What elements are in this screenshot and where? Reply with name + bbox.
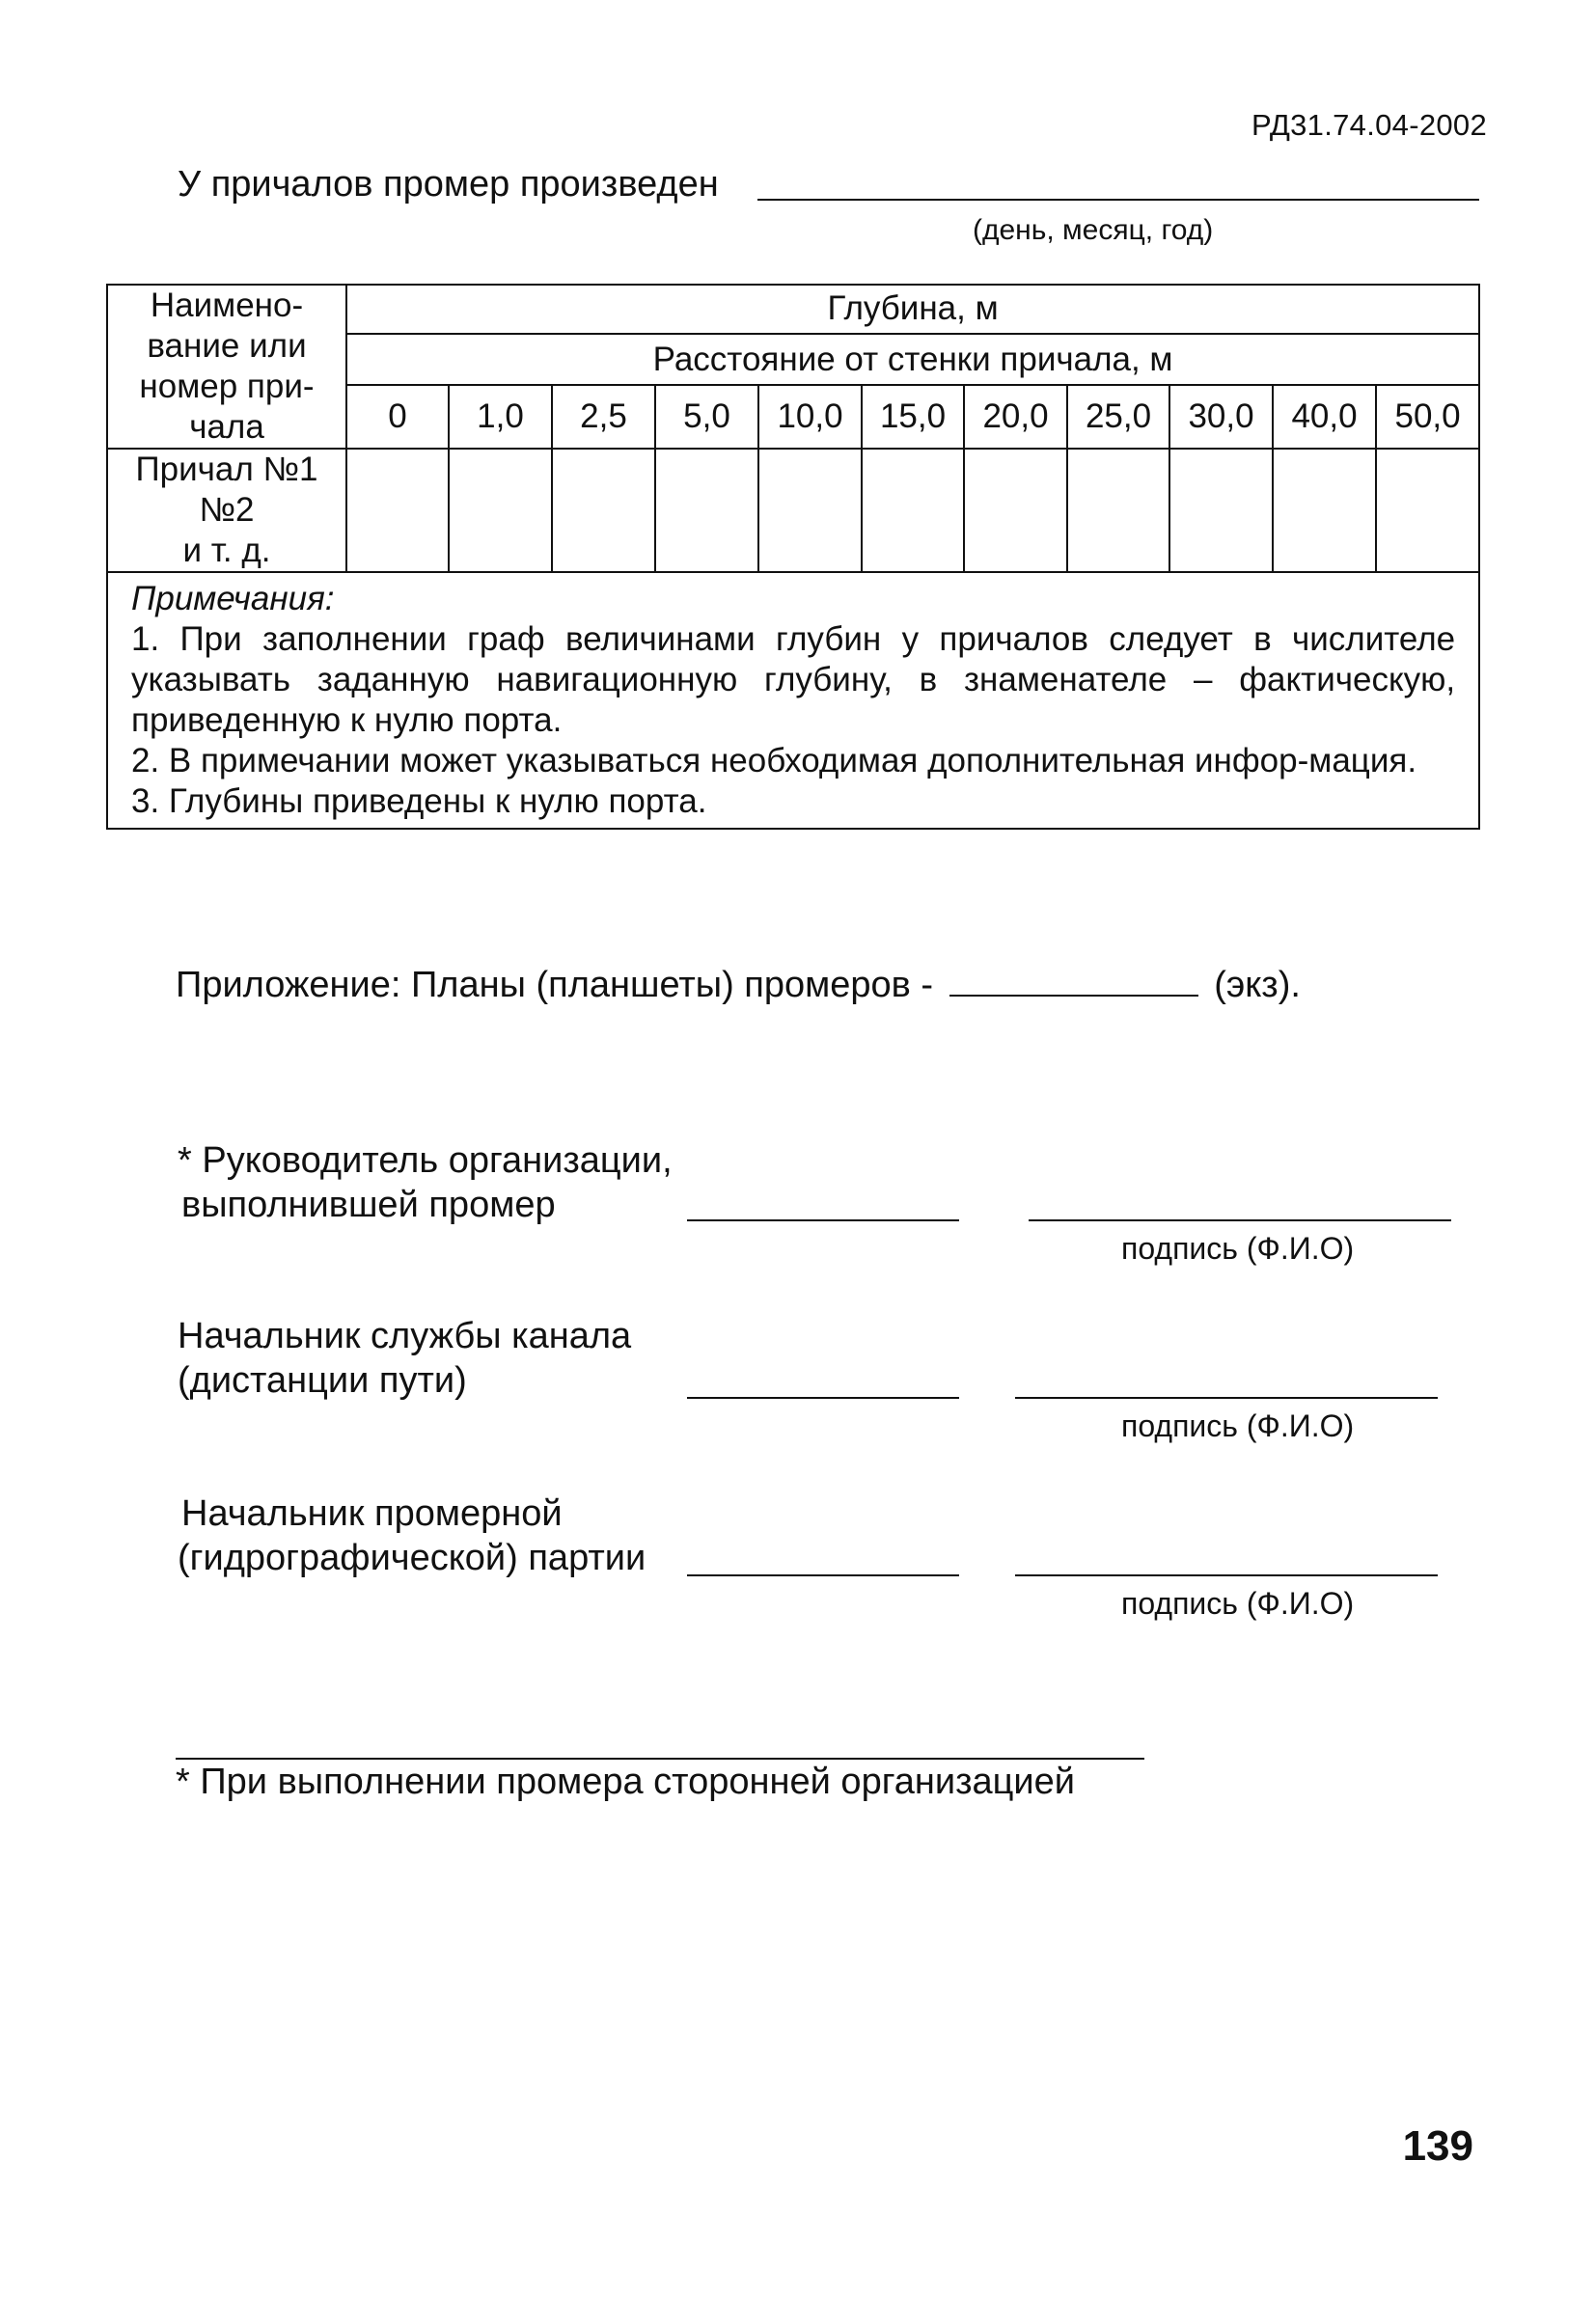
appendix-copies-blank: [949, 966, 1198, 997]
distance-col-header: 30,0: [1169, 385, 1273, 449]
depth-cell: [964, 449, 1067, 572]
signature-label-line: выполнившей промер: [181, 1185, 556, 1225]
notes-cell: [107, 572, 1479, 829]
depth-cell: [655, 449, 758, 572]
distance-col-header: 1,0: [449, 385, 552, 449]
appendix-line: [176, 965, 1301, 1006]
depth-cell: [552, 449, 655, 572]
distance-col-header: 2,5: [552, 385, 655, 449]
name-column-header: [107, 285, 346, 449]
depth-table: [106, 284, 1480, 830]
depth-cell: [1067, 449, 1169, 572]
depth-cell: [346, 449, 449, 572]
survey-date-label: У причалов промер произведен: [178, 164, 719, 205]
signature-label: [178, 1491, 646, 1580]
distance-col-header: 20,0: [964, 385, 1067, 449]
name-header-line: номер при-: [139, 368, 315, 405]
distance-col-header: 40,0: [1273, 385, 1376, 449]
name-blank: [1015, 1397, 1438, 1399]
signature-label-line: Начальник службы канала: [178, 1316, 632, 1356]
footnote-divider: [176, 1758, 1144, 1760]
name-header-line: Наимено-: [150, 287, 304, 324]
signature-hint: подпись (Ф.И.О): [1121, 1408, 1355, 1443]
depth-cell: [758, 449, 862, 572]
footnote: * При выполнении промера сторонней организацией: [176, 1762, 1075, 1802]
berth-row-header: [107, 449, 346, 572]
signature-label: [178, 1314, 631, 1403]
name-header-line: вание или: [147, 327, 307, 365]
berth-name-line: №2: [199, 491, 255, 529]
signature-blank: [687, 1219, 959, 1221]
berth-name-line: Причал №1: [135, 451, 318, 488]
depth-cell: [449, 449, 552, 572]
note-item: 3. Глубины приведены к нулю порта.: [131, 782, 707, 820]
name-blank: [1015, 1574, 1438, 1576]
depth-cell: [862, 449, 964, 572]
distance-col-header: 25,0: [1067, 385, 1169, 449]
depth-cell: [1376, 449, 1479, 572]
distance-header: Расстояние от стенки причала, м: [346, 334, 1479, 385]
document-code: РД31.74.04-2002: [1251, 108, 1487, 142]
depth-cell: [1169, 449, 1273, 572]
distance-col-header: 15,0: [862, 385, 964, 449]
signature-label: [178, 1138, 673, 1227]
signature-blank: [687, 1397, 959, 1399]
appendix-suffix: (экз).: [1214, 965, 1301, 1005]
berth-name-line: и т. д.: [182, 532, 271, 569]
distance-col-header: 50,0: [1376, 385, 1479, 449]
appendix-label: Приложение: Планы (планшеты) промеров -: [176, 965, 934, 1005]
name-header-line: чала: [189, 408, 264, 446]
depth-cell: [1273, 449, 1376, 572]
notes-title: Примечания:: [131, 580, 335, 617]
signature-hint: подпись (Ф.И.О): [1121, 1231, 1355, 1266]
page-number: 139: [1402, 2122, 1473, 2170]
depth-header: Глубина, м: [346, 285, 1479, 334]
note-item: 1. При заполнении граф величинами глубин у причалов следует в числителе указывать заданную навигационную глубину, в знаменателе – фактическую, приведенную к нулю порта.: [131, 620, 1456, 739]
signature-label-line: (дистанции пути): [178, 1360, 467, 1401]
name-blank: [1029, 1219, 1451, 1221]
distance-col-header: 5,0: [655, 385, 758, 449]
survey-date-blank: [757, 199, 1479, 201]
signature-blank: [687, 1574, 959, 1576]
signature-label-line: * Руководитель организации,: [178, 1140, 673, 1181]
signature-label-line: (гидрографической) партии: [178, 1538, 646, 1578]
signature-hint: подпись (Ф.И.О): [1121, 1586, 1355, 1621]
signature-label-line: Начальник промерной: [181, 1493, 563, 1534]
note-item: 2. В примечании может указываться необходимая дополнительная инфор-мация.: [131, 742, 1417, 779]
distance-col-header: 10,0: [758, 385, 862, 449]
survey-date-hint: (день, месяц, год): [973, 214, 1214, 246]
distance-col-header: 0: [346, 385, 449, 449]
